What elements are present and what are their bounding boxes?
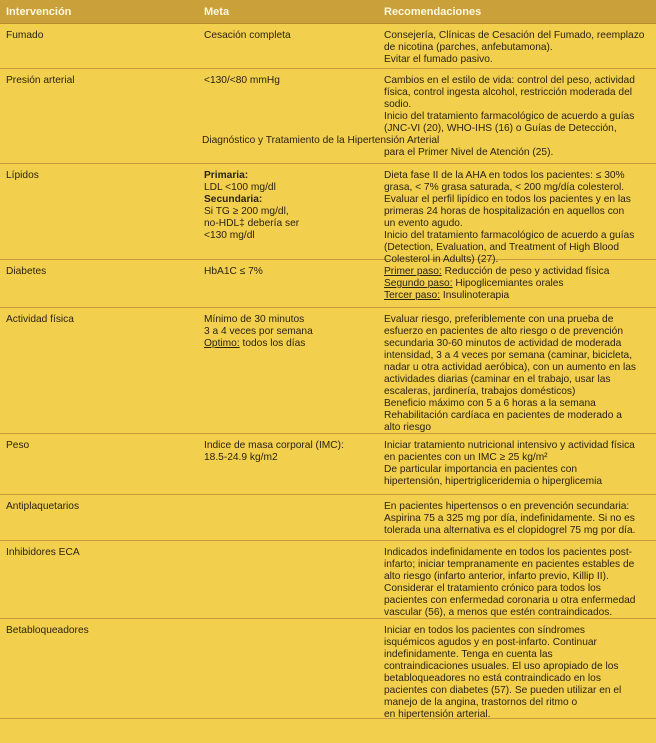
recommendation-line: física, control ingesta alcohol, restricción moderada del (384, 87, 633, 98)
table-row (0, 69, 656, 164)
treatment-step-text: Hipoglicemiantes orales (452, 278, 564, 289)
goal-line: Mínimo de 30 minutos (204, 314, 305, 325)
recommendation-line: isquémicos agudos y en post-infarto. Continuar (384, 637, 597, 648)
recommendation-line: escaleras, jardinería, trabajos domésticos) (384, 386, 576, 397)
recommendation-line: Evaluar el perfil lipídico en todos los pacientes y en las (384, 194, 631, 205)
recommendation-line: en hipertensión arterial. (384, 709, 491, 720)
intervention-name: Peso (6, 440, 30, 451)
treatment-step (384, 278, 652, 290)
recommendation-cell (384, 619, 656, 718)
goal-cell (204, 495, 384, 540)
recommendation-line-wide: Diagnóstico y Tratamiento de la Hipertensión Arterial (202, 135, 440, 146)
treatment-step-text: Insulinoterapia (440, 290, 510, 301)
recommendation-cell (384, 260, 656, 307)
recommendation-cell (384, 434, 656, 494)
treatment-step-text: Reducción de peso y actividad física (441, 266, 610, 277)
table-body (0, 24, 656, 719)
recommendation-line: Inicio del tratamiento farmacológico de acuerdo a guías (384, 111, 635, 122)
recommendation-line: nadar u otra actividad aeróbica), con un aumento en las (384, 362, 637, 373)
goal-primary-text: LDL <100 mg/dl (204, 182, 276, 193)
recommendation-line: Evitar el fumado pasivo. (384, 54, 493, 65)
intervention-name: Inhibidores ECA (6, 547, 80, 558)
recommendation-line: primeras 24 horas de hospitalización en aquellos con (384, 206, 625, 217)
recommendation-line: Indicados indefinidamente en todos los pacientes post- (384, 547, 633, 558)
recommendation-line: (JNC-VI (20), WHO-IHS (16) o Guías de Detección, (384, 123, 617, 134)
intervention-name: Fumado (6, 30, 44, 41)
recommendation-line: infarto; iniciar tempranamente en pacientes estables de (384, 559, 635, 570)
recommendation-line: Cambios en el estilo de vida: control del peso, actividad (384, 75, 635, 86)
recommendation-line: alto riesgo (384, 422, 432, 433)
table-row (0, 308, 656, 434)
recommendation-line: betabloqueadores no está contraindicado en los (384, 673, 601, 684)
treatment-step-label: Segundo paso: (384, 278, 453, 289)
goal-line: <130 mg/dl (204, 230, 255, 241)
goal-secondary-label: Secundaria: (204, 194, 263, 205)
goal-primary-label: Primaria: (204, 170, 249, 181)
goal-optimal-label: Optimo: (204, 338, 240, 349)
goal-cell (204, 308, 384, 433)
table-row (0, 24, 656, 69)
goal-cell (204, 24, 384, 68)
recommendation-line: contraindicaciones usuales. El uso apropiado de los (384, 661, 619, 672)
recommendation-line: Iniciar tratamiento nutricional intensivo y actividad física (384, 440, 635, 451)
table-row (0, 619, 656, 719)
recommendation-line: en pacientes con un IMC ≥ 25 kg/m² (384, 452, 548, 463)
goal-line: 18.5-24.9 kg/m2 (204, 452, 278, 463)
recommendation-line: Beneficio máximo con 5 a 6 horas a la semana (384, 398, 596, 409)
recommendation-line: Aspirina 75 a 325 mg por día, indefinidamente. Si no es (384, 513, 635, 524)
goal-line: 3 a 4 veces por semana (204, 326, 313, 337)
goal-cell (204, 541, 384, 618)
goal-line: no-HDL‡ debería ser (204, 218, 300, 229)
recommendation-line: (Detection, Evaluation, and Treatment of High Blood (384, 242, 620, 253)
recommendation-cell (384, 24, 656, 68)
recommendation-line: pacientes con diabetes (57). Se pueden utilizar en el (384, 685, 622, 696)
intervention-name: Lípidos (6, 170, 39, 181)
recommendation-line: secundaria 30-60 minutos de actividad de moderada (384, 338, 622, 349)
goal-line: Indice de masa corporal (IMC): (204, 440, 344, 451)
intervention-name: Diabetes (6, 266, 47, 277)
goal-cell (204, 434, 384, 494)
header-intervencion: Intervención (6, 5, 72, 18)
goal-cell (204, 69, 384, 163)
recommendation-line: En pacientes hipertensos o en prevención secundaria: (384, 501, 630, 512)
recommendation-line: intensidad, 3 a 4 veces por semana (caminar, bicicleta, (384, 350, 633, 361)
goal-line: <130/<80 mmHg (204, 75, 280, 86)
intervention-name: Actividad física (6, 314, 74, 325)
table-row (0, 260, 656, 308)
treatment-step (384, 266, 652, 278)
recommendation-line: vascular (56), a menos que estén contraindicados. (384, 607, 613, 618)
recommendation-line: indefinidamente. Tenga en cuenta las (384, 649, 553, 660)
goal-cell (204, 260, 384, 307)
recommendation-line: Evaluar riesgo, preferiblemente con una prueba de (384, 314, 614, 325)
goal-optimal-text: todos los días (239, 338, 306, 349)
recommendation-line: Dieta fase II de la AHA en todos los pacientes: ≤ 30% (384, 170, 625, 181)
goal-cell (204, 619, 384, 718)
recommendation-line: Inicio del tratamiento farmacológico de acuerdo a guías (384, 230, 635, 241)
recommendation-line: Considerar el tratamiento crónico para todos los (384, 583, 601, 594)
recommendation-line: pacientes con enfermedad coronaria u otra enfermedad (384, 595, 636, 606)
recommendation-line: Consejería, Clínicas de Cesación del Fumado, reemplazo (384, 30, 645, 41)
recommendation-line: De particular importancia en pacientes con (384, 464, 578, 475)
goal-line: Si TG ≥ 200 mg/dl, (204, 206, 289, 217)
recommendation-line: grasa, < 7% grasa saturada, < 200 mg/día colesterol. (384, 182, 625, 193)
goal-cell (204, 164, 384, 259)
recommendation-line: Iniciar en todos los pacientes con síndromes (384, 625, 586, 636)
treatment-step (384, 290, 652, 302)
recommendation-line: hipertensión, hipertrigliceridemia o hiperglicemia (384, 476, 603, 487)
intervention-name: Betabloqueadores (6, 625, 89, 636)
recommendation-line: actividades diarias (caminar en el trabajo, usar las (384, 374, 611, 385)
table-row (0, 495, 656, 541)
treatment-step-label: Primer paso: (384, 266, 442, 277)
recommendation-cell (384, 308, 656, 433)
table-row (0, 541, 656, 619)
recommendation-line: un evento agudo. (384, 218, 463, 229)
goal-line: HbA1C ≤ 7% (204, 266, 263, 277)
recommendation-line: alto riesgo (infarto anterior, infarto previo, Killip II). (384, 571, 609, 582)
recommendation-line: tolerada una alternativa es el clopidogrel 75 mg por día. (384, 525, 636, 536)
recommendation-cell (384, 164, 656, 265)
recommendation-line: Rehabilitación cardíaca en pacientes de moderado a (384, 410, 622, 421)
header-meta: Meta (204, 5, 230, 18)
goal-line: Cesación completa (204, 30, 291, 41)
intervention-name: Antiplaquetarios (6, 501, 80, 512)
recommendation-line: manejo de la angina, trastornos del ritmo o (384, 697, 578, 708)
recommendation-cell (384, 495, 656, 540)
recommendation-line: sodio. (384, 99, 412, 110)
recommendation-cell (384, 541, 656, 618)
table-row (0, 164, 656, 265)
recommendation-line: de nicotina (parches, anfebutamona). (384, 42, 553, 53)
recommendation-line: para el Primer Nivel de Atención (25). (384, 147, 554, 158)
recommendation-line: Colesterol in Adults) (27). (384, 254, 499, 265)
table-header (0, 0, 656, 24)
treatment-step-label: Tercer paso: (384, 290, 441, 301)
header-recomendaciones: Recomendaciones (384, 5, 482, 18)
goal-optimal-line (204, 338, 380, 350)
table-row (0, 434, 656, 495)
intervention-name: Presión arterial (6, 75, 75, 86)
recommendation-line: esfuerzo en pacientes de alto riesgo o de prevención (384, 326, 623, 337)
